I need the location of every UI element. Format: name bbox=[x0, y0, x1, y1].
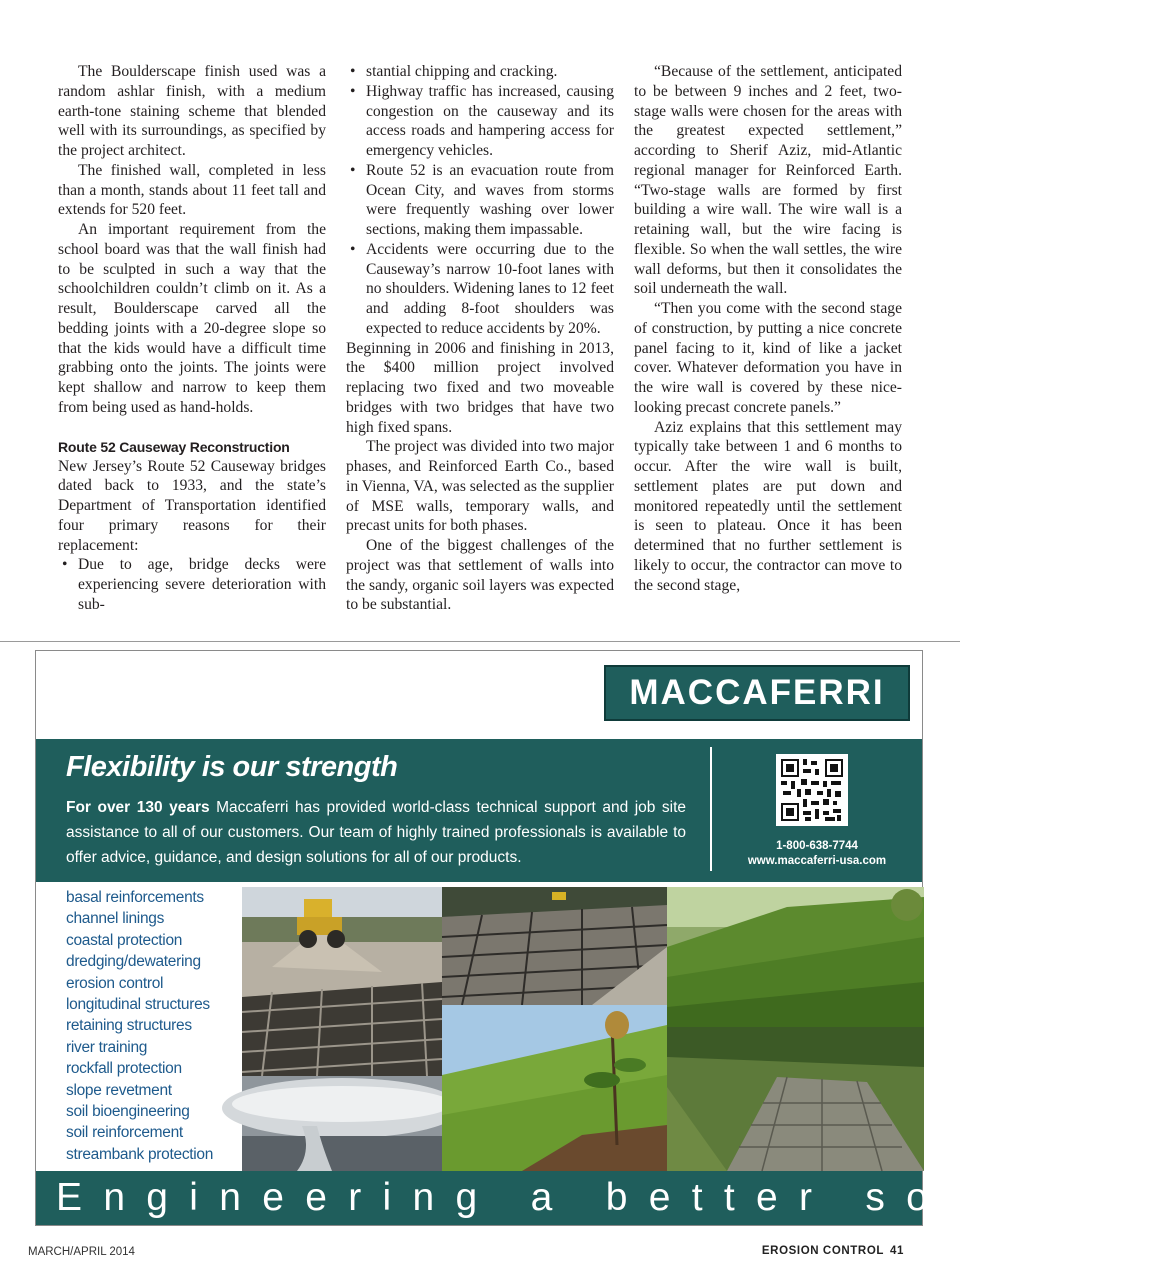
ad-headline: Flexibility is our strength bbox=[66, 751, 398, 783]
paragraph: The Boulderscape finish used was a random ashlar finish, with a medium earth-tone staining scheme that blended well with its surroundings, as specified by the project architect. bbox=[58, 63, 326, 159]
section-heading: Route 52 Causeway Reconstruction bbox=[58, 438, 290, 455]
article-column-2 bbox=[346, 62, 614, 615]
list-item-continuation bbox=[346, 62, 614, 82]
article-column-1 bbox=[58, 62, 326, 615]
photo-seedling-slope bbox=[442, 1005, 667, 1171]
list-item: • Highway traffic has increased, causing congestion on the causeway and its access roads and hampering access for emergency vehicles. bbox=[346, 82, 614, 161]
ad-tagline: Engineering a better solution bbox=[36, 1171, 922, 1225]
photo-dewatering-tube bbox=[242, 1076, 442, 1171]
list-item: basal reinforcements bbox=[66, 889, 204, 906]
list-item: • Due to age, bridge decks were experiencing severe deterioration with sub- bbox=[58, 555, 326, 614]
photo-channel-lining bbox=[667, 1027, 924, 1171]
list-item: channel linings bbox=[66, 910, 165, 928]
ad-header-band bbox=[36, 739, 922, 882]
brand-logo: MACCAFERRI bbox=[604, 665, 910, 721]
magazine-name: EROSION CONTROL bbox=[761, 1245, 884, 1257]
list-item: erosion control bbox=[66, 974, 164, 992]
list-item: dredging/dewatering bbox=[66, 953, 201, 971]
paragraph: One of the biggest challenges of the project was that settlement of walls into the sandy, organic soil layers was expected to be substantial. bbox=[346, 537, 614, 614]
paragraph: Aziz explains that this settlement may typically take between 1 and 6 months to occur. After the wire wall is built, settlement plates are put down and monitored repeatedly until the settlement is seen to plateau. Once it has been determined that no further settlement is likely to occur, the contractor can move to the second stage, bbox=[634, 418, 902, 594]
ad-blurb bbox=[66, 795, 686, 870]
list-item: coastal protection bbox=[66, 931, 183, 949]
running-footer bbox=[762, 1245, 904, 1257]
list-item: slope revetment bbox=[66, 1081, 172, 1099]
bullet-list bbox=[58, 555, 326, 614]
paragraph: An important requirement from the school board was that the wall finish had to be sculpted in such a way that the schoolchildren couldn’t climb on it. As a result, Boulderscape carved all the bedding joints with a 20-degree slope so that the kids would have a difficult time grabbing onto the joints. The joints were kept shallow and narrow to keep them from being used as hand-holds. bbox=[58, 221, 326, 416]
paragraph: “Then you come with the second stage of construction, by putting a nice concrete panel facing to it, kind of like a jacket cover. Whatever deformation you have in the wire wall is covered by these nice-looking precast concrete panels.” bbox=[634, 300, 902, 416]
phone-number[interactable]: 1-800-638-7744 bbox=[776, 840, 858, 852]
list-item: soil reinforcement bbox=[66, 1124, 183, 1142]
paragraph: New Jersey’s Route 52 Causeway bridges dated back to 1933, and the state’s Department of Transportation identified four primary reasons for their replacement: bbox=[58, 457, 326, 554]
list-item: river training bbox=[66, 1038, 148, 1056]
page-number: 41 bbox=[890, 1245, 904, 1257]
services-list bbox=[66, 887, 213, 1165]
paragraph: Beginning in 2006 and finishing in 2013, the $400 million project involved replacing two fixed and two moveable bridges with two bridges that have two high fixed spans. bbox=[346, 339, 614, 436]
list-item: soil bioengineering bbox=[66, 1103, 190, 1121]
list-item: • Route 52 is an evacuation route from Ocean City, and waves from storms were frequently washing over lower sections, making them impassable. bbox=[346, 161, 614, 240]
divider bbox=[0, 641, 960, 642]
bullet-list bbox=[346, 62, 614, 339]
maccaferri-advertisement[interactable] bbox=[35, 650, 1170, 1226]
ad-blurb-text: Maccaferri has provided world-class technical support and job site assistance to all of our customers. Our team of highly trained professionals is available to offer advice, guidance, and design solutions for all of our products. bbox=[66, 799, 686, 866]
list-item: streambank protection bbox=[66, 1145, 214, 1163]
paragraph: The project was divided into two major phases, and Reinforced Earth Co., based in Vienna, VA, was selected as the supplier of MSE walls, temporary walls, and precast units for both phases. bbox=[346, 438, 615, 535]
issue-date: MARCH/APRIL 2014 bbox=[28, 1246, 135, 1258]
paragraph: The finished wall, completed in less than a month, stands about 11 feet tall and extends for 520 feet. bbox=[58, 161, 326, 219]
ad-blurb-bold: For over 130 years bbox=[66, 799, 210, 816]
list-item: rockfall protection bbox=[66, 1060, 182, 1078]
divider bbox=[710, 747, 712, 871]
qr-code-icon[interactable] bbox=[776, 754, 848, 826]
website-link[interactable]: www.maccaferri-usa.com bbox=[747, 855, 887, 867]
photo-grassy-slope bbox=[667, 887, 924, 1027]
article-column-3 bbox=[634, 62, 902, 595]
list-item: retaining structures bbox=[66, 1017, 192, 1035]
list-item: • Accidents were occurring due to the Causeway’s narrow 10-foot lanes with no shoulders. Widening lanes to 12 feet and adding 8-foot shoulders was expected to reduce accidents by 20%. bbox=[346, 240, 614, 339]
paragraph: “Because of the settlement, anticipated to be between 9 inches and 2 feet, two-stage walls were chosen for the areas with the greatest expected settlement,” according to Sherif Aziz, mid-Atlantic regional manager for Reinforced Earth. “Two-stage walls are formed by first building a wire wall. The wire wall is a retaining wall, but the wire facing is flexible. So when the wall settles, the wire wall deforms, but then it consolidates the soil underneath the wall. bbox=[634, 63, 902, 298]
photo-loader-gravel bbox=[242, 887, 442, 1076]
continuation-text: stantial chipping and cracking. bbox=[366, 63, 558, 80]
list-item: longitudinal structures bbox=[66, 996, 210, 1014]
photo-geogrid-installation bbox=[442, 887, 667, 1005]
